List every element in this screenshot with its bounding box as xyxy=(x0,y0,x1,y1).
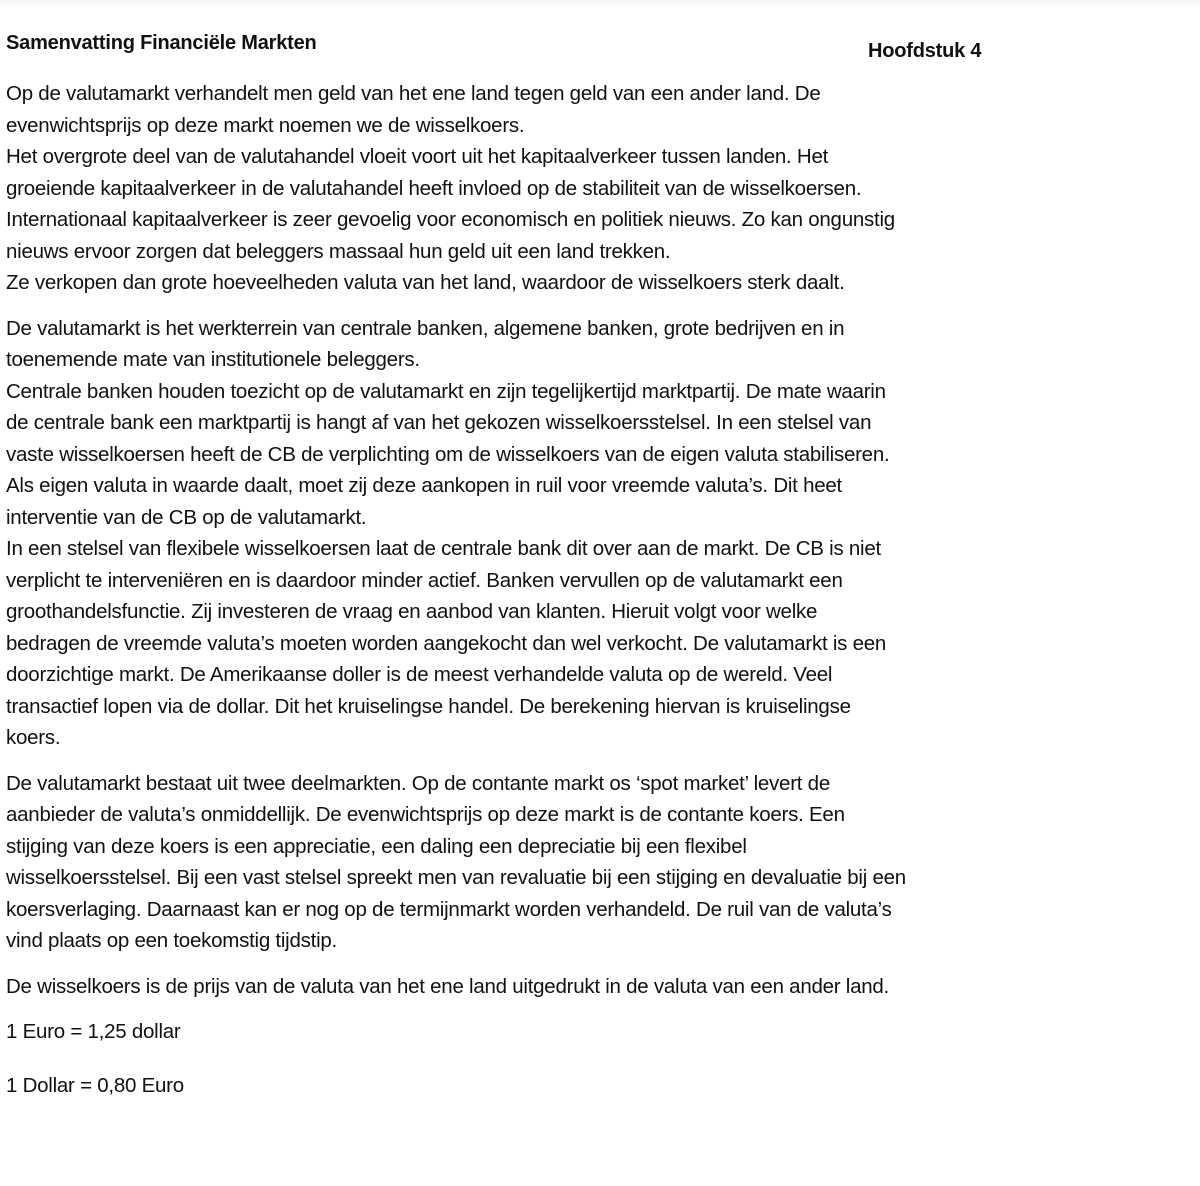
text-line: verplicht te interveniëren en is daardoor minder actief. Banken vervullen op de valutamarkt een xyxy=(6,568,843,592)
text-line: nieuws ervoor zorgen dat beleggers massaal hun geld uit een land trekken. xyxy=(6,239,671,263)
document-title: Samenvatting Financiële Markten xyxy=(6,32,317,54)
exchange-rate-euro: 1 Euro = 1,25 dollar xyxy=(6,1020,181,1043)
document-page xyxy=(6,28,1126,1123)
text-line: Op de valutamarkt verhandelt men geld van het ene land tegen geld van een ander land. De xyxy=(6,82,821,105)
paragraph-4 xyxy=(6,971,1126,1003)
text-line: vaste wisselkoersen heeft de CB de verplichting om de wisselkoers van de eigen valuta stabiliseren. xyxy=(6,442,890,466)
text-line: vind plaats op een toekomstig tijdstip. xyxy=(6,929,337,952)
text-line: transactief lopen via de dollar. Dit het kruiselingse handel. De berekening hiervan is kruiselingse xyxy=(6,694,851,718)
text-line: interventie van de CB op de valutamarkt. xyxy=(6,505,367,529)
text-line: doorzichtige markt. De Amerikaanse doller is de meest verhandelde valuta op de wereld. Veel xyxy=(6,663,833,686)
text-line: bedragen de vreemde valuta’s moeten worden aangekocht dan wel verkocht. De valutamarkt is een xyxy=(6,631,887,655)
text-line: groothandelsfunctie. Zij investeren de vraag en aanbod van klanten. Hieruit volgt voor welke xyxy=(6,600,818,623)
scan-edge xyxy=(0,0,1200,8)
text-line: De valutamarkt bestaat uit twee deelmarkten. Op de contante markt os ‘spot market’ levert de xyxy=(6,771,830,795)
text-line: In een stelsel van flexibele wisselkoersen laat de centrale bank dit over aan de markt. De CB is niet xyxy=(6,537,881,560)
text-line: groeiende kapitaalverkeer in de valutahandel heeft invloed op de stabiliteit van de wisselkoersen. xyxy=(6,176,862,200)
text-line: De valutamarkt is het werkterrein van centrale banken, algemene banken, grote bedrijven en in xyxy=(6,316,845,340)
text-line: De wisselkoers is de prijs van de valuta van het ene land uitgedrukt in de valuta van een ander land. xyxy=(6,974,890,998)
text-line: stijging van deze koers is een appreciatie, een daling een depreciatie bij een flexibel xyxy=(6,834,747,858)
text-line: Ze verkopen dan grote hoeveelheden valuta van het land, waardoor de wisselkoers sterk daalt. xyxy=(6,271,845,294)
text-line: Het overgrote deel van de valutahandel vloeit voort uit het kapitaalverkeer tussen landen. Het xyxy=(6,145,829,168)
text-line: toenemende mate van institutionele beleggers. xyxy=(6,348,420,371)
text-line: evenwichtsprijs op deze markt noemen we de wisselkoers. xyxy=(6,113,525,137)
text-line: Internationaal kapitaalverkeer is zeer gevoelig voor economisch en politiek nieuws. Zo kan ongunstig xyxy=(6,208,895,231)
chapter-label: Hoofdstuk 4 xyxy=(868,40,982,62)
text-line: Centrale banken houden toezicht op de valutamarkt en zijn tegelijkertijd marktpartij. De mate waarin xyxy=(6,379,886,403)
exchange-rate-dollar: 1 Dollar = 0,80 Euro xyxy=(6,1073,184,1097)
text-line: Als eigen valuta in waarde daalt, moet zij deze aankopen in ruil voor vreemde valuta’s. Dit heet xyxy=(6,474,842,497)
text-line: wisselkoersstelsel. Bij een vast stelsel spreekt men van revaluatie bij een stijging en devaluatie bij een xyxy=(6,866,906,889)
text-line: koersverlaging. Daarnaast kan er nog op de termijnmarkt worden verhandeld. De ruil van de valuta’s xyxy=(6,897,892,921)
document-body xyxy=(6,78,1126,1101)
text-line: koers. xyxy=(6,726,61,749)
text-line: aanbieder de valuta’s onmiddellijk. De evenwichtsprijs op deze markt is de contante koers. Een xyxy=(6,803,845,826)
text-line: de centrale bank een marktpartij is hangt af van het gekozen wisselkoersstelsel. In een stelsel van xyxy=(6,411,872,434)
document-header xyxy=(6,28,1126,60)
paragraph-3 xyxy=(6,768,1126,957)
paragraph-2 xyxy=(6,313,1126,754)
paragraph-1 xyxy=(6,78,1126,299)
